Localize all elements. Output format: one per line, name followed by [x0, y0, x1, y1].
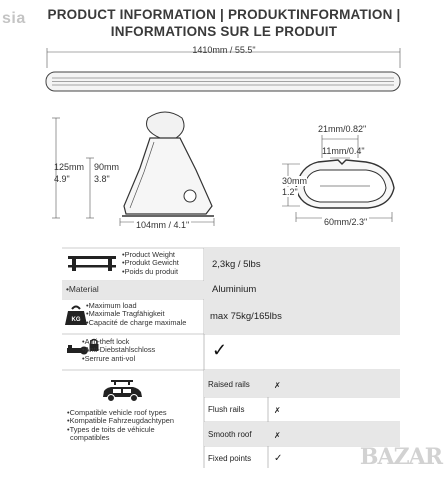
car-icon	[100, 378, 144, 409]
spec-lock-check-icon: ✓	[212, 340, 228, 360]
spec-material-value: Aluminium	[212, 284, 257, 295]
spec-material-label: •Material	[66, 284, 99, 294]
height-foot-in: 3.8"	[94, 174, 110, 184]
header-line-1: PRODUCT INFORMATION | PRODUKTINFORMATION |	[47, 7, 401, 22]
spec-load-value: max 75kg/165lbs	[210, 311, 282, 322]
header-line-2: INFORMATIONS SUR LE PRODUIT	[110, 24, 338, 39]
profile-top-width: 21mm/0.82"	[318, 124, 367, 134]
weight-icon	[64, 303, 88, 332]
bar-profile-drawing	[296, 160, 394, 208]
svg-text:KG: KG	[71, 317, 81, 323]
height-foot-mm: 90mm	[94, 162, 120, 172]
roof-bar-drawing	[46, 72, 400, 91]
spec-load-label-fr: •Capacité de charge maximale	[86, 317, 187, 327]
profile-width-label: 60mm/2.3"	[324, 217, 368, 227]
compat-label-fr-cont: compatibles	[70, 433, 110, 443]
foot-drawing	[122, 112, 214, 216]
height-total-in: 4.9"	[54, 174, 70, 184]
compat-smooth-mark: ✗	[274, 431, 281, 440]
compat-fixed-label: Fixed points	[208, 454, 252, 463]
compat-label-en: •Compatible vehicle roof types	[67, 408, 167, 417]
compat-smooth-label: Smooth roof	[208, 430, 252, 439]
compat-raised-label: Raised rails	[208, 380, 250, 389]
compat-fixed-mark: ✓	[274, 453, 283, 464]
compat-raised-mark: ✗	[274, 381, 281, 390]
roof-bars-icon	[66, 254, 118, 277]
compat-flush-mark: ✗	[274, 406, 281, 415]
height-total-mm: 125mm	[54, 162, 85, 172]
compat-label-de: •Kompatible Fahrzeugdachtypen	[67, 416, 174, 426]
spec-weight-label-en: •Product Weight	[122, 250, 175, 259]
spec-lock-label-en: •Anti-theft lock	[82, 337, 130, 346]
compat-flush-label: Flush rails	[208, 405, 245, 414]
spec-lock-label-fr: •Serrure anti-vol	[82, 353, 136, 363]
foot-width-label: 104mm / 4.1"	[136, 220, 190, 230]
watermark-bazar: BAZAR	[359, 444, 442, 470]
spec-weight-value: 2,3kg / 5lbs	[212, 259, 261, 270]
spec-weight-label-fr: •Poids du produit	[122, 266, 178, 276]
watermark-sia: sia	[2, 10, 26, 27]
spec-load-label-en: •Maximum load	[86, 301, 137, 310]
length-label: 1410mm / 55.5"	[192, 45, 256, 55]
spec-weight-label-de: •Produkt Gewicht	[122, 258, 179, 268]
spec-lock-label-de: •Anti-Diebstahlschloss	[82, 345, 156, 355]
profile-slot-width: 11mm/0.4"	[322, 146, 365, 156]
spec-load-label-de: •Maximale Tragfähigkeit	[86, 309, 165, 319]
profile-height-in: 1.2"	[282, 187, 298, 197]
compat-label-fr: •Types de toits de véhicule	[67, 424, 155, 434]
profile-height-mm: 30mm	[282, 176, 308, 186]
